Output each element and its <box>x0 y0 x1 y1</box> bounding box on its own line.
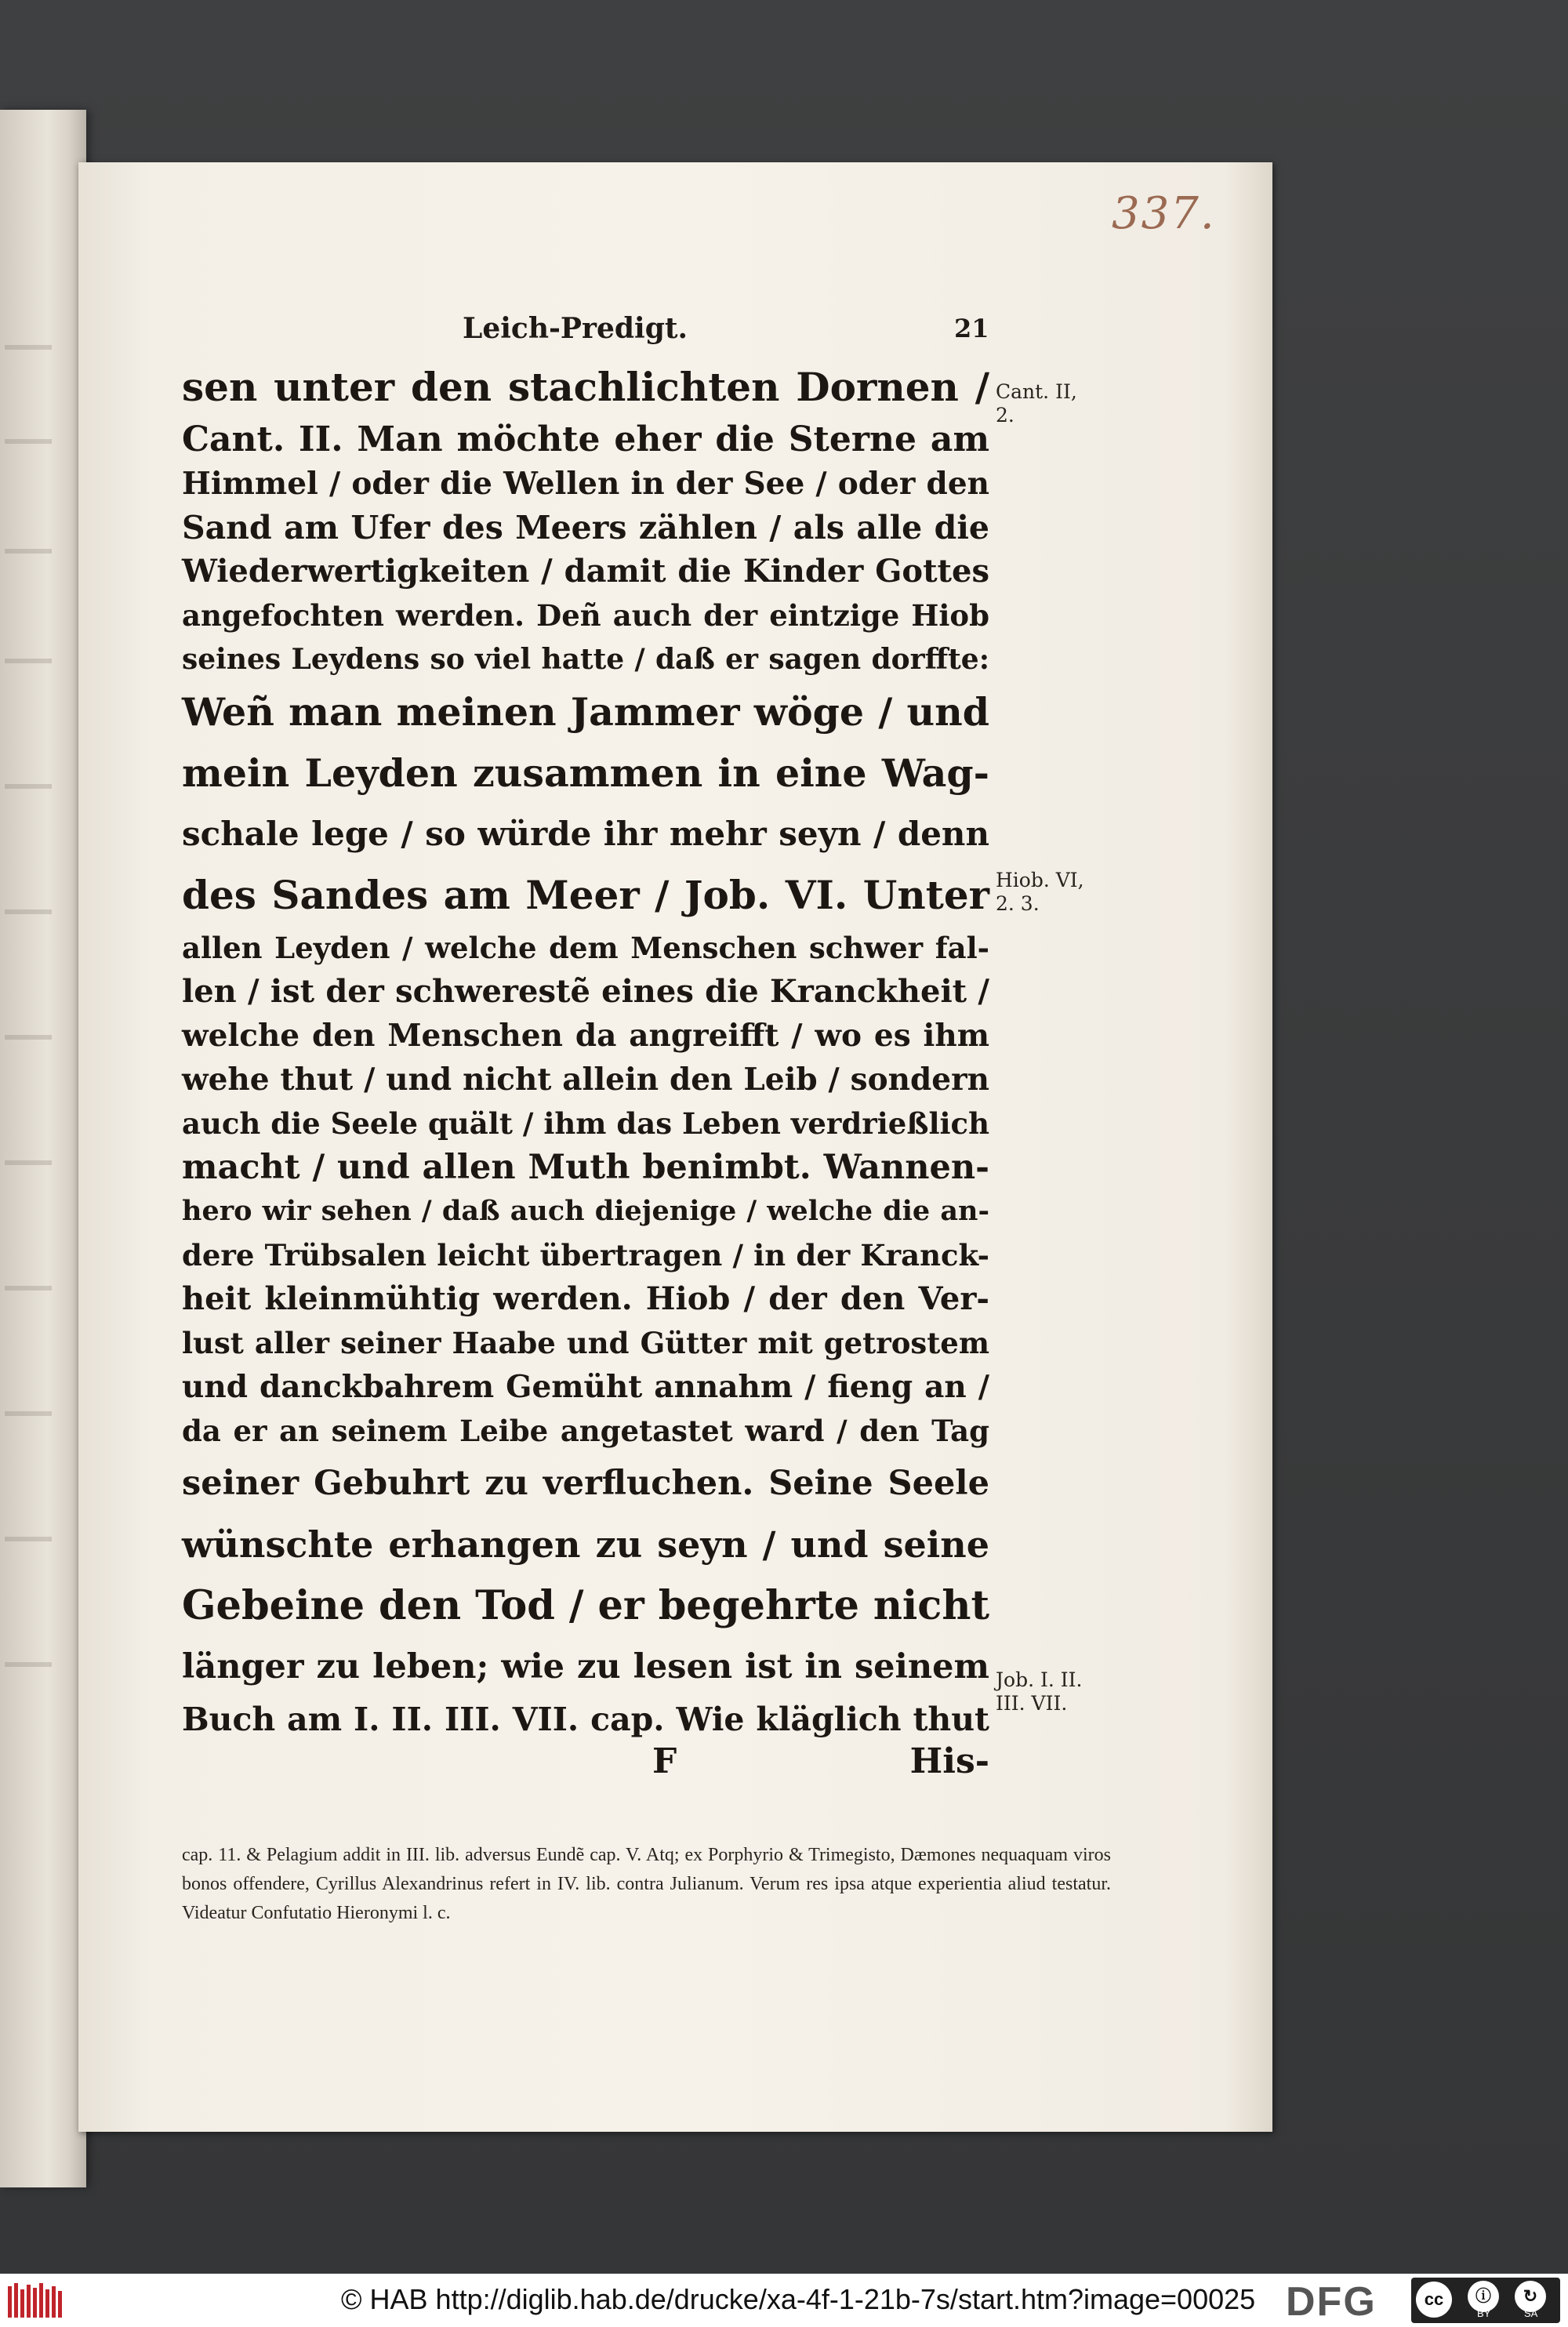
catchword: His- <box>909 1741 989 1781</box>
body-line: Gebeine den Tod / er begehrte nicht <box>182 1582 989 1629</box>
body-line: dere Trübsalen leicht übertragen / in der Kranck- <box>182 1238 989 1272</box>
signature-mark: F <box>652 1741 677 1781</box>
cc-by-label: BY <box>1477 2307 1491 2319</box>
body-line: Cant. II. Man möchte eher die Sterne am <box>182 419 989 459</box>
body-line: heit kleinmühtig werden. Hiob / der den Ver- <box>182 1280 989 1317</box>
body-line: schale lege / so würde ihr mehr seyn / denn <box>182 815 989 853</box>
body-line: angefochten werden. Deñ auch der eintzige Hiob <box>182 598 989 633</box>
body-line: da er an seinem Leibe angetastet ward / den Tag <box>182 1414 989 1448</box>
body-line: Wiederwertigkeiten / damit die Kinder Gottes <box>182 553 989 590</box>
body-line: allen Leyden / welche dem Menschen schwer fal- <box>182 931 989 965</box>
body-line: und danckbahrem Gemüht annahm / fieng an / <box>182 1369 989 1405</box>
body-line: wehe thut / und nicht allein den Leib / sondern <box>182 1062 989 1098</box>
cc-license-badge[interactable] <box>1411 2278 1560 2323</box>
cc-sa-label: SA <box>1524 2307 1538 2319</box>
share-alike-icon: ↻ <box>1515 2281 1546 2312</box>
margin-note-hiob: Hiob. VI, 2. 3. <box>996 869 1084 915</box>
previous-leaf-edge <box>0 110 86 2187</box>
footnote: cap. 11. & Pelagium addit in III. lib. adversus Eundẽ cap. V. Atq; ex Porphyrio & Trimegisto, Dæmones nequaquam viros bonos offendere, Cyrillus Alexandrinus refert in IV. lib. contra Julianum. Verum res ipsa atque experientia aliud testatur. Videatur Confutatio Hieronymi l. c. <box>182 1845 1111 1923</box>
signature-row <box>182 1741 989 1782</box>
body-line: seines Leydens so viel hatte / daß er sagen dorffte: <box>182 643 989 676</box>
body-line: seiner Gebuhrt zu verfluchen. Seine Seele <box>182 1464 989 1503</box>
running-title: Leich-Predigt. <box>463 312 688 345</box>
body-line: wünschte erhangen zu seyn / und seine <box>182 1523 989 1566</box>
margin-note-job: Job. I. II. III. VII. <box>996 1668 1083 1715</box>
body-line: länger zu leben; wie zu lesen ist in seinem <box>182 1647 989 1686</box>
dfg-logo: DFG <box>1286 2279 1377 2325</box>
handwritten-folio-number: 337. <box>1112 188 1216 239</box>
cc-icon: cc <box>1416 2282 1452 2318</box>
body-text <box>182 357 989 1782</box>
hab-logo-icon <box>5 2278 66 2324</box>
copyright-credit-link[interactable]: © HAB http://diglib.hab.de/drucke/xa-4f-1-21b-7s/start.htm?image=00025 <box>341 2283 1256 2315</box>
margin-note-cant: Cant. II, 2. <box>996 380 1077 427</box>
body-line: len / ist der schwerestẽ eines die Kranckheit / <box>182 973 989 1010</box>
body-line: lust aller seiner Haabe und Gütter mit getrostem <box>182 1326 989 1360</box>
body-line: des Sandes am Meer / Job. VI. Unter <box>182 872 989 918</box>
body-line: mein Leyden zusammen in eine Wag- <box>182 750 989 796</box>
body-line: auch die Seele quält / ihm das Leben verdrießlich <box>182 1106 989 1141</box>
body-line: welche den Menschen da angreifft / wo es ihm <box>182 1018 989 1054</box>
body-line: Weñ man meinen Jammer wöge / und <box>182 689 989 735</box>
body-line: Buch am I. II. III. VII. cap. Wie kläglich thut <box>182 1701 989 1738</box>
body-line: hero wir sehen / daß auch diejenige / welche die an- <box>182 1195 989 1227</box>
body-line: Himmel / oder die Wellen in der See / oder den <box>182 466 989 502</box>
body-line: sen unter den stachlichten Dornen / <box>182 364 989 410</box>
page-number: 21 <box>954 314 989 343</box>
by-person-icon: ⓘ <box>1468 2281 1499 2312</box>
body-line: Sand am Ufer des Meers zählen / als alle die <box>182 509 989 546</box>
body-line: macht / und allen Muth benimbt. Wannen- <box>182 1148 989 1187</box>
